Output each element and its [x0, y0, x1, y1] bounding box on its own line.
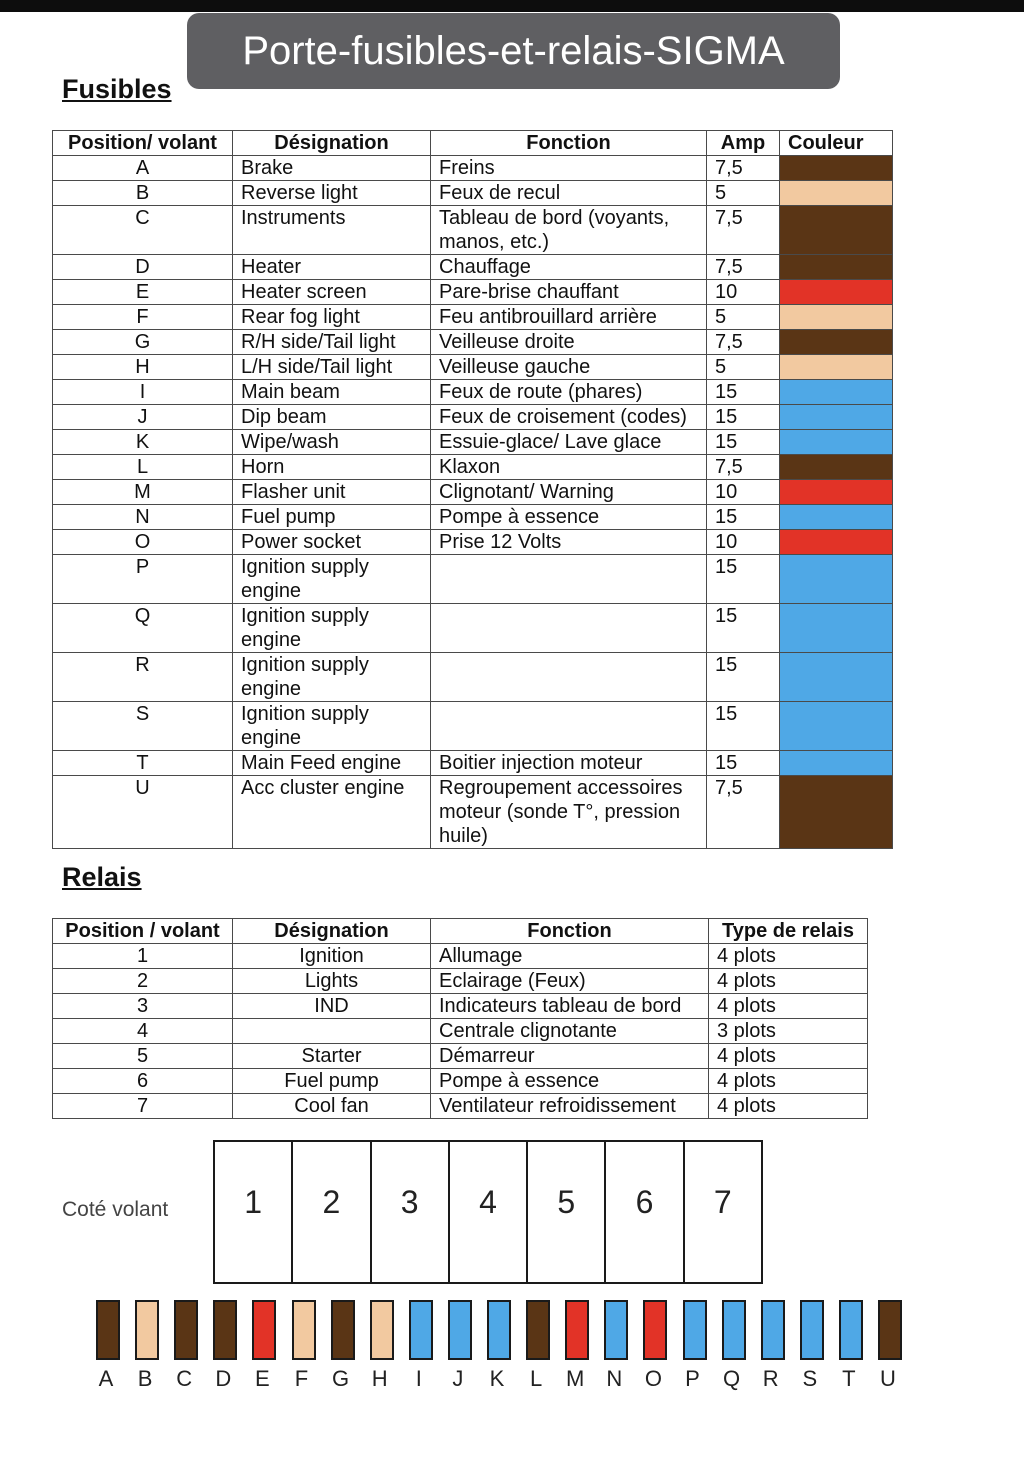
fuse-row [53, 653, 893, 702]
fuse-position: D [53, 255, 233, 280]
relay-slot: 6 [606, 1142, 684, 1282]
fuse-position: I [53, 380, 233, 405]
relay-designation: IND [233, 994, 431, 1019]
fuse-row [53, 604, 893, 653]
fuse-color-swatch [780, 751, 893, 776]
fuse-designation: Reverse light [233, 181, 431, 206]
fuse-slot [292, 1300, 316, 1360]
fuse-fonction [431, 604, 707, 653]
relay-row [53, 1044, 868, 1069]
fuse-designation: Ignition supply engine [233, 604, 431, 653]
fuse-slot-letter: I [415, 1366, 422, 1391]
fuse-color-swatch [780, 405, 893, 430]
page-title: Porte-fusibles-et-relais-SIGMA [187, 13, 840, 89]
fuse-position: N [53, 505, 233, 530]
fuse-slot-letter: U [880, 1366, 896, 1391]
relay-row [53, 1069, 868, 1094]
relay-type: 3 plots [709, 1019, 868, 1044]
fuse-color-swatch [780, 206, 893, 255]
fuse-fonction: Chauffage [431, 255, 707, 280]
fuse-slot-letter: P [685, 1366, 700, 1391]
fuse-fonction: Freins [431, 156, 707, 181]
fuse-slot [722, 1300, 746, 1360]
fuse-slot [487, 1300, 511, 1360]
fuse-amp: 15 [707, 380, 780, 405]
fuse-fonction: Klaxon [431, 455, 707, 480]
fuses-header-amp: Amp [707, 131, 780, 156]
fuse-color-swatch [780, 776, 893, 849]
fuse-slot [135, 1300, 159, 1360]
fuse-amp: 5 [707, 305, 780, 330]
fuse-row [53, 430, 893, 455]
relay-type: 4 plots [709, 1094, 868, 1119]
fuse-position: P [53, 555, 233, 604]
fuse-row [53, 330, 893, 355]
relay-type: 4 plots [709, 1069, 868, 1094]
relays-heading: Relais [62, 862, 142, 892]
fuse-slot [761, 1300, 785, 1360]
fuse-row [53, 355, 893, 380]
fuse-slot [878, 1300, 902, 1360]
fuse-amp: 10 [707, 480, 780, 505]
fuse-slot [213, 1300, 237, 1360]
relay-fonction: Allumage [431, 944, 709, 969]
fuse-slot [839, 1300, 863, 1360]
relay-designation: Lights [233, 969, 431, 994]
fuse-amp: 10 [707, 530, 780, 555]
top-bar [0, 0, 1024, 12]
fuse-fonction: Pompe à essence [431, 505, 707, 530]
fuse-designation: Ignition supply engine [233, 555, 431, 604]
fuse-slot-letter: A [98, 1366, 114, 1391]
fuse-slot [331, 1300, 355, 1360]
relays-header-designation: Désignation [233, 919, 431, 944]
fuse-slot-letter: R [762, 1366, 779, 1391]
fuse-color-swatch [780, 355, 893, 380]
fuse-amp: 7,5 [707, 455, 780, 480]
fuse-position: C [53, 206, 233, 255]
fuse-row [53, 305, 893, 330]
fuse-position: R [53, 653, 233, 702]
fuse-fonction: Prise 12 Volts [431, 530, 707, 555]
fuse-designation: Main Feed engine [233, 751, 431, 776]
fuse-slot-letter: C [176, 1366, 193, 1391]
fuse-position: A [53, 156, 233, 181]
fuse-color-swatch [780, 330, 893, 355]
fuse-fonction: Tableau de bord (voyants, manos, etc.) [431, 206, 707, 255]
fuse-designation: Acc cluster engine [233, 776, 431, 849]
relay-row [53, 994, 868, 1019]
fuse-designation: Heater screen [233, 280, 431, 305]
relay-row [53, 969, 868, 994]
fuse-fonction: Feux de recul [431, 181, 707, 206]
fuse-amp: 5 [707, 181, 780, 206]
fuse-position: K [53, 430, 233, 455]
relay-slot: 4 [450, 1142, 528, 1282]
fuse-fonction: Regroupement accessoires moteur (sonde T°, pression huile) [431, 776, 707, 849]
relay-type: 4 plots [709, 969, 868, 994]
fuse-fonction [431, 653, 707, 702]
relay-row [53, 944, 868, 969]
fuse-position: S [53, 702, 233, 751]
fuse-row [53, 380, 893, 405]
fuse-slot-letter: D [215, 1366, 232, 1391]
fuse-position: G [53, 330, 233, 355]
fuse-position: M [53, 480, 233, 505]
fuse-slot [643, 1300, 667, 1360]
fuse-row [53, 156, 893, 181]
fuse-row [53, 280, 893, 305]
fuse-designation: Wipe/wash [233, 430, 431, 455]
fuse-color-swatch [780, 505, 893, 530]
fuse-amp: 15 [707, 702, 780, 751]
fuse-fonction: Clignotant/ Warning [431, 480, 707, 505]
relay-designation: Cool fan [233, 1094, 431, 1119]
fuse-slot-letter: F [294, 1366, 309, 1391]
relay-type: 4 plots [709, 944, 868, 969]
relay-slot: 7 [713, 1184, 732, 1220]
fuse-designation: Heater [233, 255, 431, 280]
fuse-fonction: Veilleuse droite [431, 330, 707, 355]
fuse-designation: Brake [233, 156, 431, 181]
fuse-color-swatch [780, 305, 893, 330]
relay-fonction: Démarreur [431, 1044, 709, 1069]
fuse-slot-letter: L [529, 1366, 543, 1391]
relay-type: 4 plots [709, 1044, 868, 1069]
fuse-position: H [53, 355, 233, 380]
fuses-table [52, 130, 893, 849]
fuse-color-swatch [780, 555, 893, 604]
fuse-slot-letter: G [332, 1366, 350, 1391]
fuse-color-swatch [780, 181, 893, 206]
fuses-header-row [53, 131, 893, 156]
fuse-row [53, 751, 893, 776]
fuse-row [53, 530, 893, 555]
fuse-color-swatch [780, 255, 893, 280]
fuse-slot-letter: J [452, 1366, 464, 1391]
fuse-amp: 15 [707, 405, 780, 430]
fuse-slot [448, 1300, 472, 1360]
relay-designation: Fuel pump [233, 1069, 431, 1094]
fuse-amp: 7,5 [707, 776, 780, 849]
fuse-fonction: Veilleuse gauche [431, 355, 707, 380]
fuses-header-fonction: Fonction [431, 131, 707, 156]
fuse-color-swatch [780, 156, 893, 181]
relay-row [53, 1094, 868, 1119]
relay-position: 5 [53, 1044, 233, 1069]
relay-designation [233, 1019, 431, 1044]
relay-position: 1 [53, 944, 233, 969]
relay-diagram [213, 1140, 763, 1284]
fuse-amp: 15 [707, 430, 780, 455]
fuse-fonction: Boitier injection moteur [431, 751, 707, 776]
fuse-slot [174, 1300, 198, 1360]
fuse-amp: 7,5 [707, 206, 780, 255]
relays-header-position: Position / volant [53, 919, 233, 944]
fuse-fonction: Essuie-glace/ Lave glace [431, 430, 707, 455]
fuse-row [53, 776, 893, 849]
fuse-slot-letter: Q [723, 1366, 741, 1391]
fuses-header-position: Position/ volant [53, 131, 233, 156]
fuse-amp: 7,5 [707, 156, 780, 181]
fuse-designation: L/H side/Tail light [233, 355, 431, 380]
fuse-fonction: Feux de croisement (codes) [431, 405, 707, 430]
relay-designation: Starter [233, 1044, 431, 1069]
fuse-color-swatch [780, 530, 893, 555]
fuse-designation: Main beam [233, 380, 431, 405]
fuse-fonction: Pare-brise chauffant [431, 280, 707, 305]
fuse-color-swatch [780, 480, 893, 505]
fuse-position: L [53, 455, 233, 480]
fuse-row [53, 505, 893, 530]
relay-position: 7 [53, 1094, 233, 1119]
fuses-header-couleur: Couleur [780, 131, 893, 156]
fuses-heading: Fusibles [62, 74, 172, 104]
fuse-row [53, 181, 893, 206]
fuse-designation: Fuel pump [233, 505, 431, 530]
fuse-position: U [53, 776, 233, 849]
relay-slot: 5 [528, 1142, 606, 1282]
fuse-amp: 15 [707, 653, 780, 702]
fuse-row [53, 480, 893, 505]
fuse-slot [565, 1300, 589, 1360]
fuse-amp: 15 [707, 505, 780, 530]
fuse-row [53, 255, 893, 280]
fuse-color-swatch [780, 430, 893, 455]
fuse-designation: Instruments [233, 206, 431, 255]
fuse-position: Q [53, 604, 233, 653]
fuse-designation: Ignition supply engine [233, 653, 431, 702]
fuse-row [53, 555, 893, 604]
fuse-slot-letter: T [842, 1366, 856, 1391]
fuse-fonction [431, 702, 707, 751]
fuse-amp: 15 [707, 751, 780, 776]
fuse-row [53, 702, 893, 751]
relay-slot: 3 [372, 1142, 450, 1282]
fuse-designation: Ignition supply engine [233, 702, 431, 751]
relay-type: 4 plots [709, 994, 868, 1019]
fuse-fonction [431, 555, 707, 604]
relay-slot: 1 [215, 1142, 293, 1282]
fuse-color-swatch [780, 455, 893, 480]
side-label: Coté volant [62, 1198, 169, 1221]
fuse-slot [96, 1300, 120, 1360]
fuse-color-swatch [780, 653, 893, 702]
fuse-color-swatch [780, 280, 893, 305]
fuse-slot [604, 1300, 628, 1360]
fuse-position: E [53, 280, 233, 305]
fuse-slot [800, 1300, 824, 1360]
fuse-slot-letter: M [566, 1366, 585, 1391]
fuse-position: B [53, 181, 233, 206]
relay-fonction: Ventilateur refroidissement [431, 1094, 709, 1119]
relay-position: 6 [53, 1069, 233, 1094]
fuse-slot [409, 1300, 433, 1360]
fuse-amp: 7,5 [707, 330, 780, 355]
relay-row [53, 1019, 868, 1044]
fuse-slot-letter: S [802, 1366, 818, 1391]
fuse-slot [252, 1300, 276, 1360]
fuse-slot-letter: K [489, 1366, 505, 1391]
relay-position: 2 [53, 969, 233, 994]
relay-position: 3 [53, 994, 233, 1019]
fuse-amp: 5 [707, 355, 780, 380]
fuse-color-swatch [780, 604, 893, 653]
fuse-designation: Flasher unit [233, 480, 431, 505]
fuse-amp: 10 [707, 280, 780, 305]
fuse-row [53, 405, 893, 430]
fuse-designation: Dip beam [233, 405, 431, 430]
relay-fonction: Eclairage (Feux) [431, 969, 709, 994]
relay-fonction: Indicateurs tableau de bord [431, 994, 709, 1019]
fuse-slot [683, 1300, 707, 1360]
fuse-color-swatch [780, 380, 893, 405]
fuse-amp: 15 [707, 604, 780, 653]
relay-fonction: Pompe à essence [431, 1069, 709, 1094]
fuse-position: T [53, 751, 233, 776]
relays-table [52, 918, 868, 1119]
fuse-amp: 15 [707, 555, 780, 604]
relay-slot: 2 [293, 1142, 371, 1282]
fuse-slot-letter: N [606, 1366, 623, 1391]
fuse-diagram [96, 1300, 902, 1360]
fuse-slot-letter: O [644, 1366, 662, 1391]
fuse-row [53, 455, 893, 480]
fuse-slot [370, 1300, 394, 1360]
fuse-designation: Horn [233, 455, 431, 480]
fuse-slot [526, 1300, 550, 1360]
fuse-position: J [53, 405, 233, 430]
fuse-slot-letter: B [137, 1366, 153, 1391]
fuse-designation: Rear fog light [233, 305, 431, 330]
relay-designation: Ignition [233, 944, 431, 969]
relays-header-fonction: Fonction [431, 919, 709, 944]
fuse-color-swatch [780, 702, 893, 751]
fuse-position: O [53, 530, 233, 555]
fuse-slot-letter: H [371, 1366, 388, 1391]
fuse-designation: R/H side/Tail light [233, 330, 431, 355]
fuse-fonction: Feu antibrouillard arrière [431, 305, 707, 330]
relay-position: 4 [53, 1019, 233, 1044]
fuse-fonction: Feux de route (phares) [431, 380, 707, 405]
fuse-amp: 7,5 [707, 255, 780, 280]
fuse-slot-letter: E [255, 1366, 270, 1391]
relays-header-row [53, 919, 868, 944]
fuse-designation: Power socket [233, 530, 431, 555]
relays-header-type: Type de relais [709, 919, 868, 944]
fuse-position: F [53, 305, 233, 330]
fuses-header-designation: Désignation [233, 131, 431, 156]
relay-fonction: Centrale clignotante [431, 1019, 709, 1044]
fuse-row [53, 206, 893, 255]
